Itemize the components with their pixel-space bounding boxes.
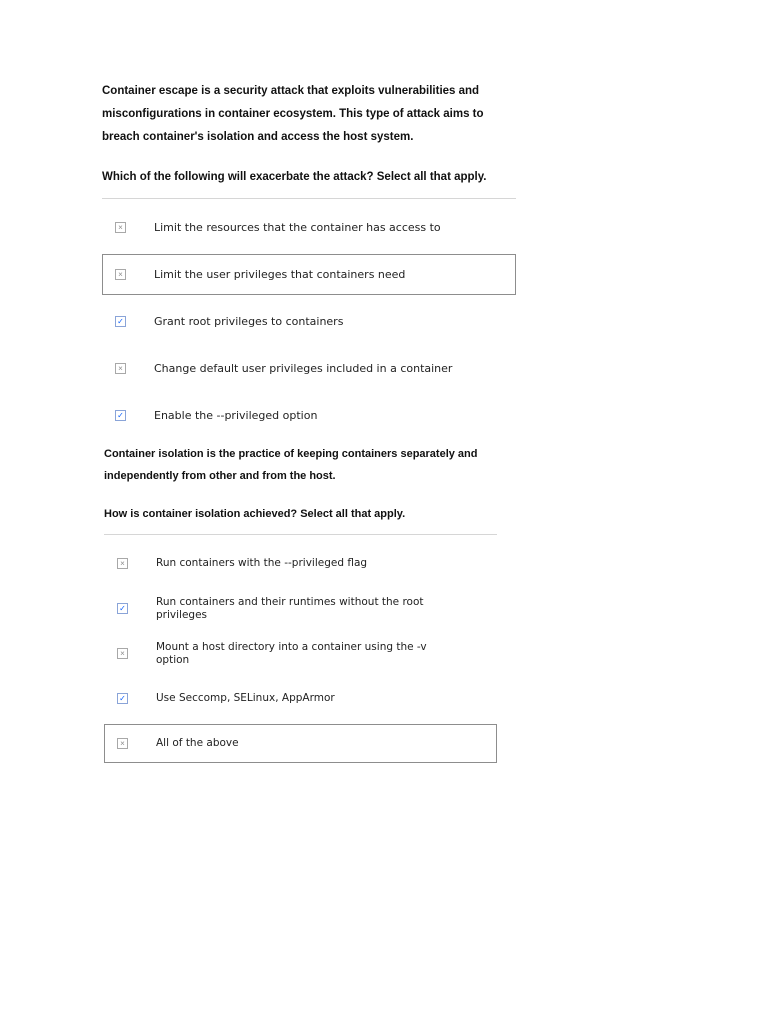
option-label: Grant root privileges to containers — [154, 315, 344, 328]
question-2 — [104, 443, 497, 763]
checkbox-cross-icon[interactable]: × — [115, 363, 126, 374]
checkbox-cross-icon[interactable]: × — [117, 648, 128, 659]
option-item[interactable] — [104, 724, 497, 763]
checkbox-cross-icon[interactable]: × — [115, 269, 126, 280]
option-item[interactable] — [104, 679, 497, 718]
question-2-divider — [104, 534, 497, 535]
option-label: Use Seccomp, SELinux, AppArmor — [156, 692, 335, 704]
option-item[interactable] — [104, 634, 497, 673]
question-1-divider — [102, 198, 516, 199]
checkbox-cross-icon[interactable]: × — [117, 738, 128, 749]
checkbox-checked-icon[interactable]: ✓ — [115, 316, 126, 327]
option-item[interactable] — [102, 395, 516, 436]
option-item[interactable] — [104, 544, 497, 583]
option-label: Run containers and their runtimes without the root privileges — [156, 595, 424, 621]
option-item[interactable] — [102, 207, 516, 248]
option-label: Limit the resources that the container has access to — [154, 221, 441, 234]
question-1-options — [102, 207, 516, 436]
question-1-prompt: Which of the following will exacerbate the attack? Select all that apply. — [102, 171, 487, 183]
checkbox-checked-icon[interactable]: ✓ — [115, 410, 126, 421]
option-label: Enable the --privileged option — [154, 409, 318, 422]
option-label: Mount a host directory into a container using the -v option — [156, 640, 427, 666]
question-1 — [102, 80, 516, 436]
question-2-options — [104, 544, 497, 763]
question-1-text: Container escape is a security attack that exploits vulnerabilities and misconfigurations in container ecosystem. This type of attack aims to breach container's isolation and access the host system. — [102, 85, 484, 143]
option-label: Run containers with the --privileged flag — [156, 557, 368, 569]
option-item[interactable] — [104, 589, 497, 628]
option-item[interactable] — [102, 301, 516, 342]
checkbox-checked-icon[interactable]: ✓ — [117, 603, 128, 614]
option-label: Change default user privileges included in a container — [154, 362, 453, 375]
option-label: Limit the user privileges that containers need — [154, 268, 406, 281]
checkbox-cross-icon[interactable]: × — [117, 558, 128, 569]
option-label: All of the above — [156, 737, 239, 749]
option-item[interactable] — [102, 348, 516, 389]
question-2-prompt: How is container isolation achieved? Select all that apply. — [104, 508, 406, 520]
checkbox-cross-icon[interactable]: × — [115, 222, 126, 233]
checkbox-checked-icon[interactable]: ✓ — [117, 693, 128, 704]
option-item[interactable] — [102, 254, 516, 295]
question-2-text: Container isolation is the practice of keeping containers separately and independently from other and from the host. — [104, 448, 478, 482]
